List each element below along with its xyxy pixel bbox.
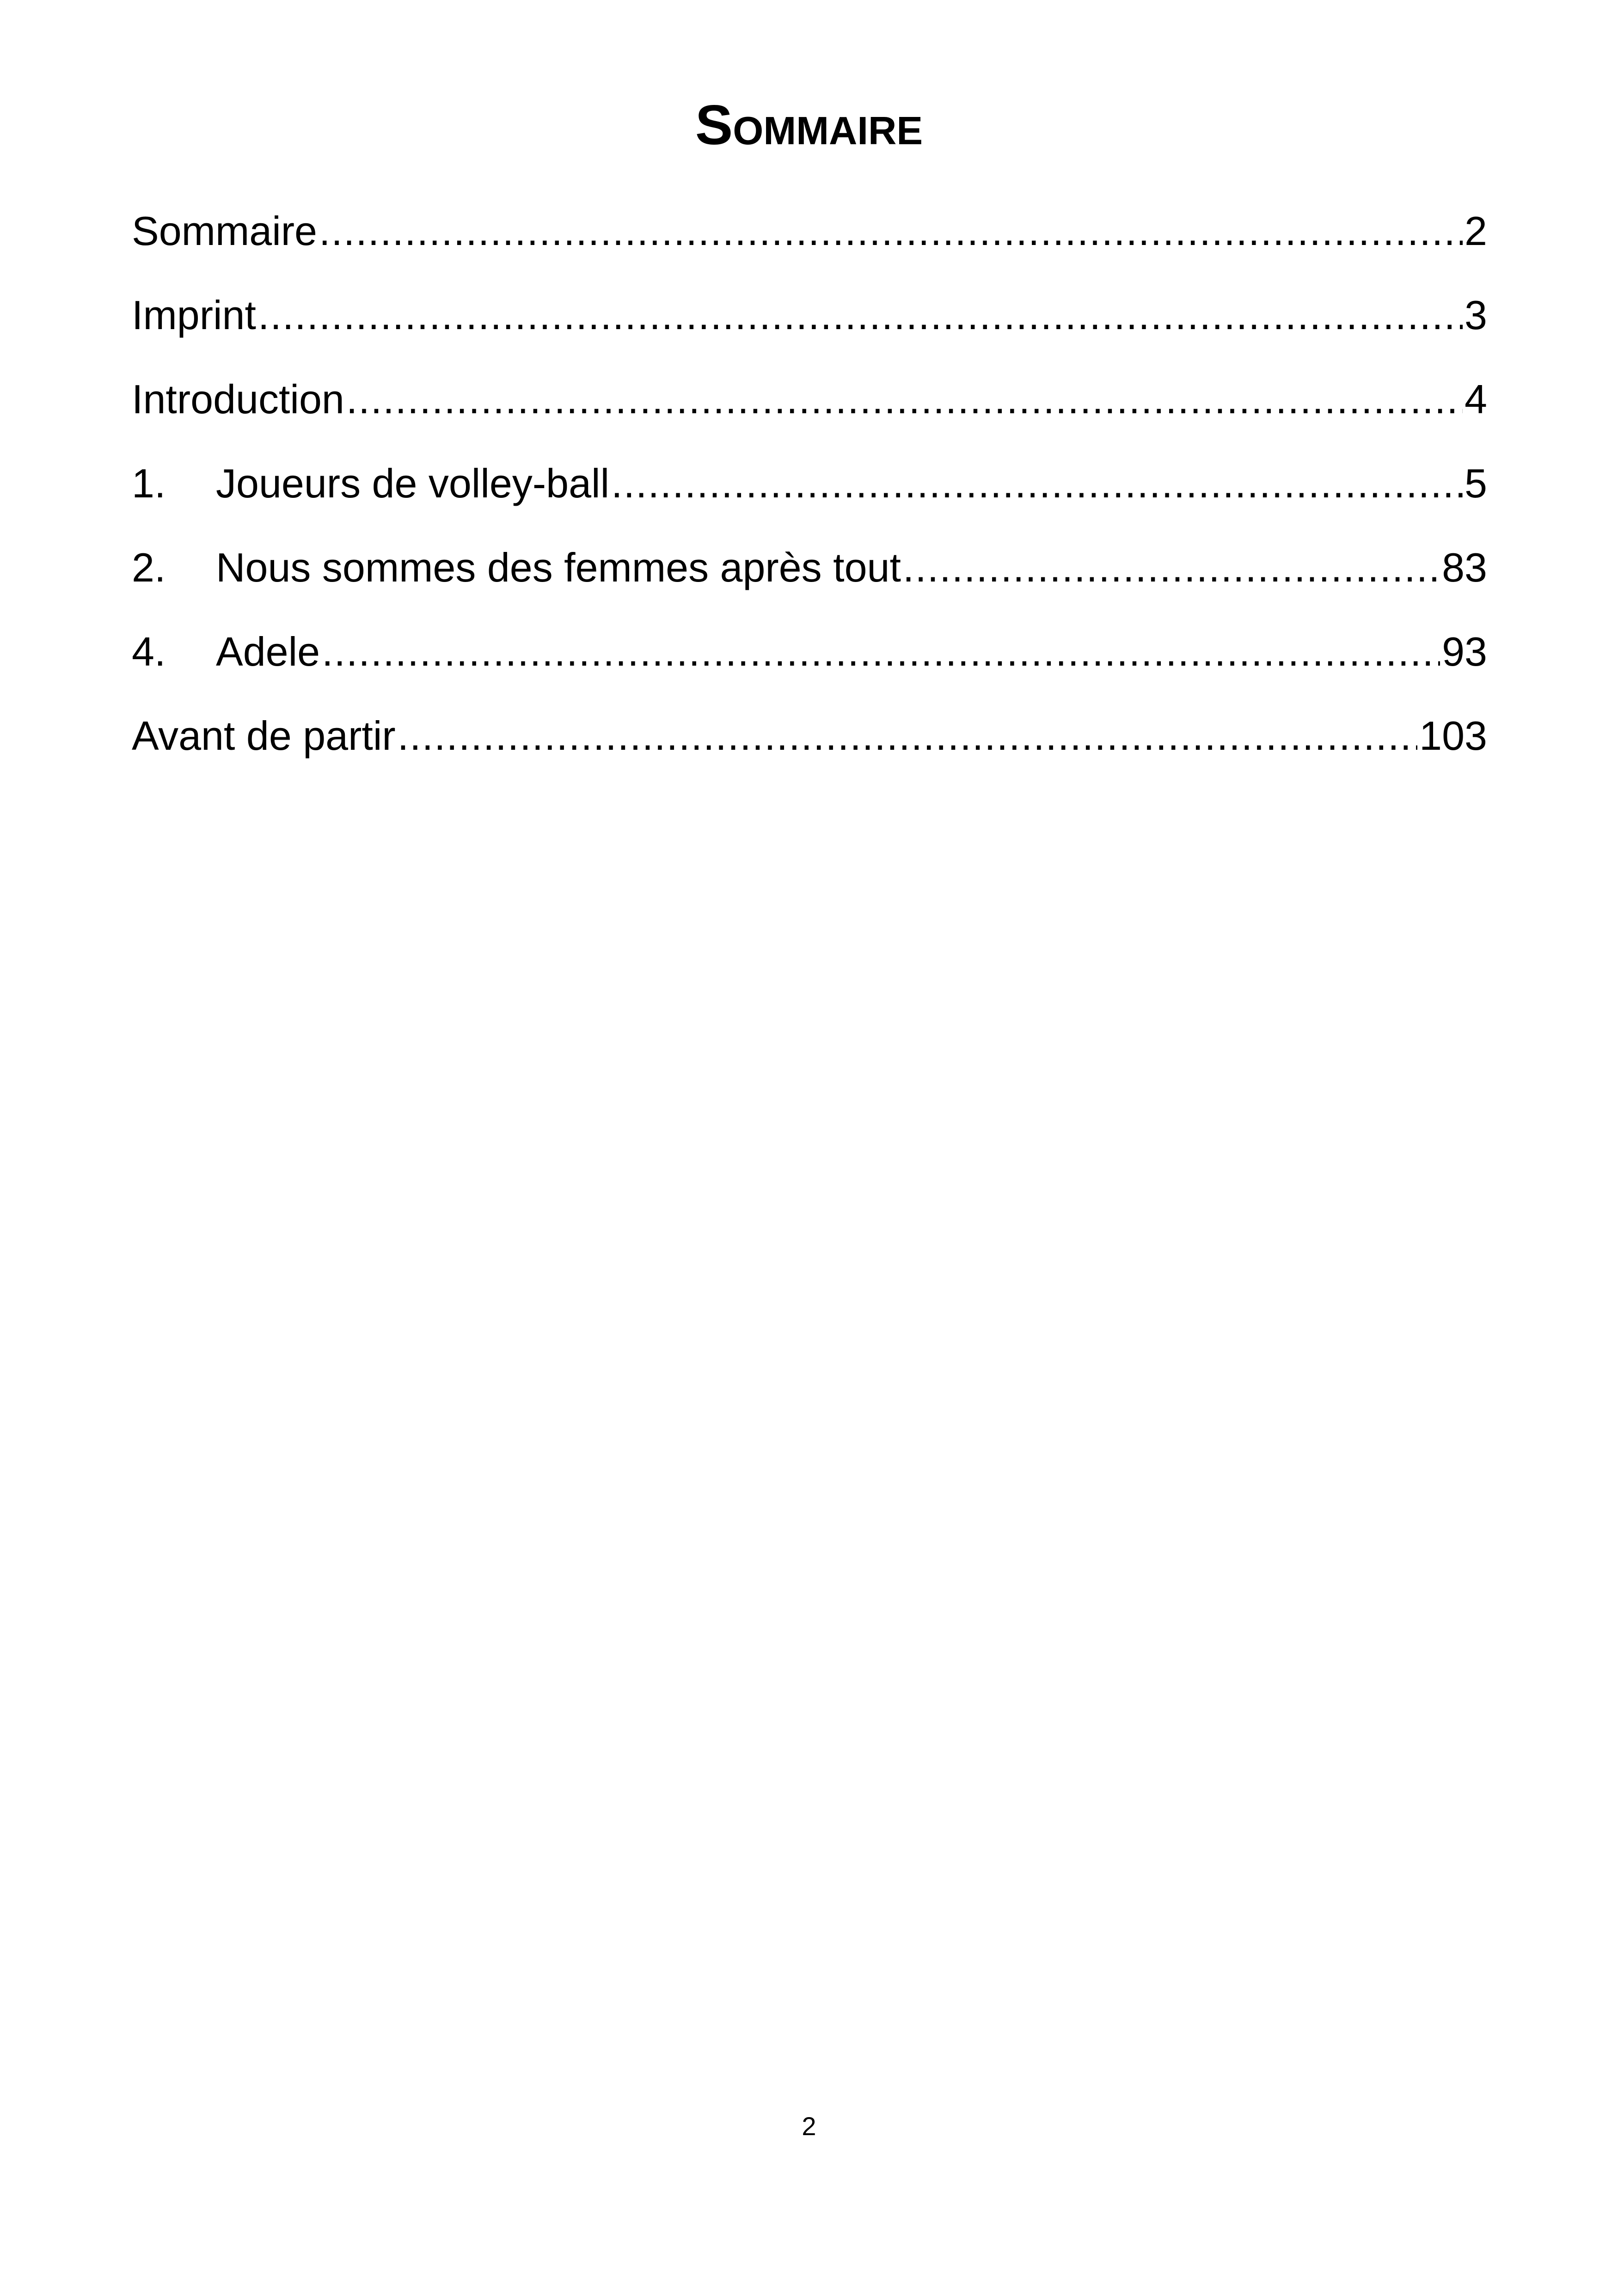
toc-entry-avant-de-partir[interactable] [132,704,1487,788]
toc-entry-sommaire[interactable] [132,199,1487,283]
toc-entry-chapter-1[interactable] [132,451,1487,535]
toc-entry-page: 93 [1442,629,1487,674]
toc-entry-number: 2. [132,545,166,590]
page-title: Sommaire [695,93,923,156]
toc-entry-imprint[interactable] [132,283,1487,367]
toc-dot-leader [611,451,1463,516]
toc-entry-chapter-2[interactable] [132,535,1487,619]
toc-dot-leader [319,199,1463,263]
toc-dot-leader [322,619,1440,684]
toc-dot-leader [258,283,1463,348]
toc-entry-label: Introduction [132,376,344,422]
toc-entry-page: 3 [1465,292,1487,338]
toc-entry-page: 83 [1442,545,1487,590]
toc-entry-page: 2 [1465,208,1487,254]
page-number: 2 [802,2112,816,2141]
toc-entry-number: 1. [132,460,166,506]
toc-entry-chapter-4[interactable] [132,619,1487,704]
toc-entry-page: 5 [1465,460,1487,506]
toc-dot-leader [903,535,1440,600]
toc-entry-label: Avant de partir [132,713,396,759]
table-of-contents [132,199,1487,788]
toc-entry-page: 4 [1465,376,1487,422]
toc-entry-label: Imprint [132,292,256,338]
toc-dot-leader [398,704,1417,768]
toc-entry-page: 103 [1419,713,1487,759]
toc-dot-leader [346,367,1463,432]
toc-entry-introduction[interactable] [132,367,1487,451]
toc-entry-label: Sommaire [132,208,317,254]
toc-entry-label: Joueurs de volley-ball [216,460,610,506]
toc-entry-label: Nous sommes des femmes après tout [216,545,901,590]
toc-entry-label: Adele [216,629,320,674]
toc-entry-number: 4. [132,629,166,674]
